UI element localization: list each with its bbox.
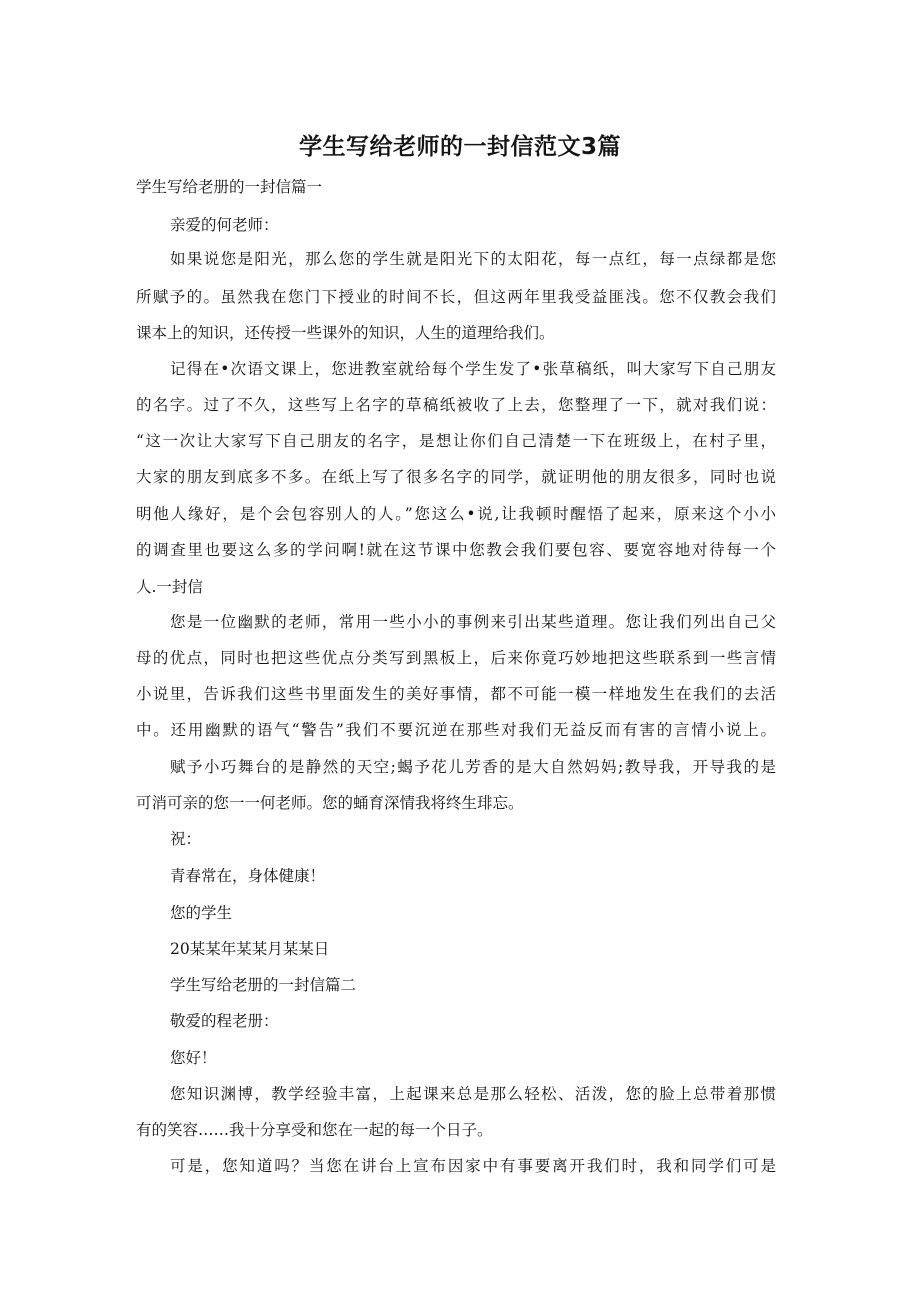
paragraph-line: 的调查里也要这么多的学问啊!就在这节课中您教会我们要包容、要宽容地对待每一个 — [136, 541, 776, 559]
greeting: 您好！ — [170, 1049, 217, 1067]
section-heading-1: 学生写给老册的一封信篇一 — [136, 178, 323, 196]
section-heading-2: 学生写给老册的一封信篇二 — [170, 976, 357, 994]
signature: 您的学生 — [170, 904, 233, 922]
paragraph-line: “这一次让大家写下自己朋友的名字，是想让你们自己清楚一下在班级上，在村子里， — [136, 432, 776, 450]
paragraph-line: 所赋予的。虽然我在您门下授业的时间不长，但这两年里我受益匪浅。您不仅教会我们 — [136, 288, 776, 306]
paragraph-line: 可是，您知道吗？当您在讲台上宣布因家中有事要离开我们时，我和同学们可是 — [170, 1157, 776, 1175]
paragraph-line: 赋予小巧舞台的是静然的天空;蝎予花儿芳香的是大自然妈妈;教导我，开导我的是 — [170, 758, 776, 776]
paragraph-line: 有的笑容……我十分享受和您在一起的每一个日子。 — [136, 1121, 493, 1139]
date: 20某某年某某月某某日 — [170, 940, 330, 958]
paragraph-line: 您是一位幽默的老师，常用一些小小的事例来引出某些道理。您让我们列出自己父 — [170, 613, 776, 631]
paragraph-line: 母的优点，同时也把这些优点分类写到黑板上，后来你竟巧妙地把这些联系到一些言情 — [136, 649, 776, 667]
paragraph-line: 可消可亲的您一一何老师。您的蛹育深情我将终生琲忘。 — [136, 794, 524, 812]
paragraph-line: 大家的朋友到底多不多。在纸上写了很多名字的同学，就证明他的朋友很多，同时也说 — [136, 468, 776, 486]
paragraph-line: 您知识渊博，教学经验丰富，上起课来总是那么轻松、活泼，您的脸上总带着那惯 — [170, 1085, 776, 1103]
paragraph-line: 记得在•次语文课上，您进教室就给每个学生发了•张草稿纸，叫大家写下自己朋友 — [170, 360, 776, 378]
paragraph-line: 小说里，告诉我们这些书里面发生的美好事情，都不可能一模一样地发生在我们的去活 — [136, 685, 776, 703]
paragraph-line: 人.一封信 — [136, 578, 203, 596]
paragraph-line: 中。还用幽默的语气“警告”我们不要沉逆在那些对我们无益反而有害的言情小说上。 — [136, 721, 776, 739]
paragraph-line: 课本上的知识，还传授一些课外的知识，人生的道理给我们。 — [136, 324, 555, 342]
paragraph-line: 明他人缘好，是个会包容别人的人。”您这么•说,让我顿时醒悟了起来，原来这个小小 — [136, 505, 776, 523]
closing-blessing: 青春常在，身体健康！ — [170, 867, 326, 885]
paragraph-line: 的名字。过了不久，这些写上名字的草稿纸被收了上去，您整理了一下，就对我们说： — [136, 396, 776, 414]
page-title: 学生写给老师的一封信范文3篇 — [298, 134, 621, 160]
paragraph-line: 如果说您是阳光，那么您的学生就是阳光下的太阳花，每一点红，每一点绿都是您 — [170, 250, 776, 268]
closing-wish: 祝： — [170, 830, 202, 848]
salutation-1: 亲爱的何老师： — [170, 216, 279, 234]
salutation-2: 敬爱的程老册： — [170, 1012, 279, 1030]
